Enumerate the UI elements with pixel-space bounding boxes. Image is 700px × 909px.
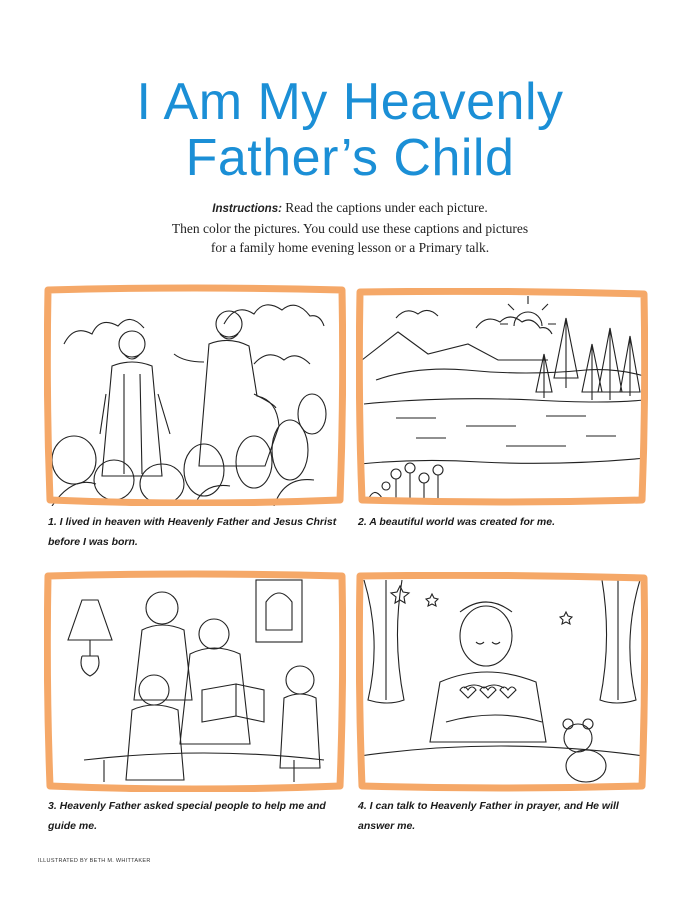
caption-1-line-1: 1. I lived in heaven with Heavenly Father and Jesus Christ [48,516,337,528]
prayer-illustration [356,572,648,792]
caption-4-line-2: answer me. [358,820,416,832]
page-title [0,74,700,186]
caption-1 [48,512,348,552]
caption-4 [358,796,658,836]
panel-frame [47,288,342,503]
world-illustration [356,288,648,506]
instructions-label: Instructions: [212,203,282,215]
panel-prayer [356,572,648,792]
caption-3-line-1: 3. Heavenly Father asked special people to help me and [48,800,326,812]
family-illustration [44,570,346,792]
panel-frame [47,574,342,789]
panel-frame [359,291,644,502]
title-line-1: I Am My Heavenly [136,73,564,131]
caption-2-line-1: 2. A beautiful world was created for me. [358,516,556,528]
instructions-line-1 [0,198,700,219]
heaven-illustration [44,284,346,506]
panel-world [356,288,648,506]
instructions-text-1: Read the captions under each picture. [281,200,488,215]
caption-1-line-2: before I was born. [48,536,138,548]
caption-4-line-1: 4. I can talk to Heavenly Father in prayer, and He will [358,800,619,812]
title-line-2: Father’s Child [185,129,515,187]
panel-heaven [44,284,346,506]
illustrator-credit: ILLUSTRATED BY BETH M. WHITTAKER [38,858,151,864]
instructions-line-2: Then color the pictures. You could use these captions and pictures [171,221,529,236]
instructions [0,198,700,257]
caption-3-line-2: guide me. [48,820,98,832]
caption-2 [358,512,658,532]
panel-family [44,570,346,792]
caption-3 [48,796,348,836]
instructions-line-3: for a family home evening lesson or a Primary talk. [210,240,490,255]
